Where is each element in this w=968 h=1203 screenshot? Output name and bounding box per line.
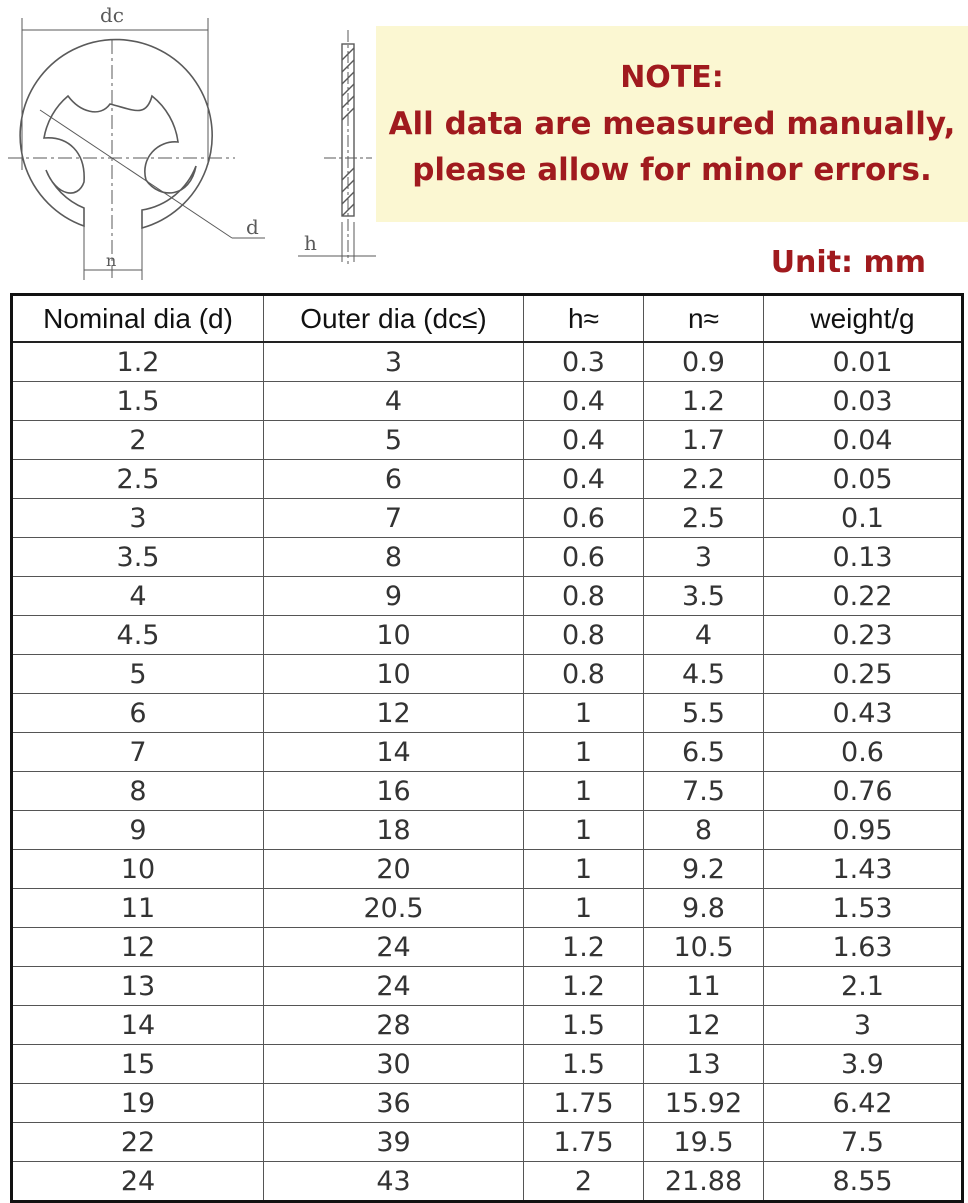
table-cell: 0.76 [764,772,963,811]
table-cell: 10 [264,616,524,655]
table-cell: 1 [524,850,644,889]
table-cell: 0.01 [764,342,963,382]
table-row [12,342,963,382]
table-cell: 2 [12,421,264,460]
table-cell: 0.05 [764,460,963,499]
table-cell: 30 [264,1045,524,1084]
e-ring-front-outline [20,40,212,228]
column-header: weight/g [764,295,963,343]
n-label: n [106,251,117,270]
table-cell: 11 [644,967,764,1006]
table-cell: 19.5 [644,1123,764,1162]
table-cell: 21.88 [644,1162,764,1202]
table-cell: 1.53 [764,889,963,928]
table-row [12,1045,963,1084]
table-cell: 3 [644,538,764,577]
table-cell: 4 [12,577,264,616]
table-cell: 22 [12,1123,264,1162]
table-cell: 10.5 [644,928,764,967]
table-cell: 9 [264,577,524,616]
table-cell: 8.55 [764,1162,963,1202]
table-cell: 2.5 [12,460,264,499]
table-row [12,928,963,967]
table-row [12,967,963,1006]
table-cell: 1.2 [12,342,264,382]
table-row [12,850,963,889]
table-cell: 1 [524,733,644,772]
table-cell: 15.92 [644,1084,764,1123]
table-row [12,889,963,928]
table-cell: 4 [264,382,524,421]
table-cell: 19 [12,1084,264,1123]
table-cell: 2 [524,1162,644,1202]
table-body [12,342,963,1202]
table-cell: 20.5 [264,889,524,928]
table-cell: 7 [264,499,524,538]
table-cell: 3 [12,499,264,538]
column-header: Nominal dia (d) [12,295,264,343]
table-cell: 24 [12,1162,264,1202]
table-cell: 0.03 [764,382,963,421]
table-cell: 1.75 [524,1123,644,1162]
table-row [12,460,963,499]
table-cell: 0.25 [764,655,963,694]
table-cell: 9.8 [644,889,764,928]
table-row [12,1006,963,1045]
table-cell: 20 [264,850,524,889]
table-cell: 39 [264,1123,524,1162]
table-cell: 24 [264,967,524,1006]
table-row [12,1162,963,1202]
table-cell: 14 [12,1006,264,1045]
table-row [12,538,963,577]
table-cell: 5 [264,421,524,460]
table-cell: 10 [264,655,524,694]
table-cell: 0.6 [524,499,644,538]
table-cell: 0.8 [524,616,644,655]
table-cell: 0.8 [524,655,644,694]
table-cell: 0.6 [524,538,644,577]
table-cell: 0.23 [764,616,963,655]
table-cell: 6.42 [764,1084,963,1123]
table-cell: 9.2 [644,850,764,889]
note-line-1: All data are measured manually, [388,106,956,142]
table-cell: 1 [524,811,644,850]
table-cell: 1.5 [12,382,264,421]
table-cell: 13 [12,967,264,1006]
column-header: h≈ [524,295,644,343]
table-cell: 43 [264,1162,524,1202]
table-cell: 7.5 [764,1123,963,1162]
table-row [12,382,963,421]
table-cell: 1 [524,694,644,733]
table-cell: 10 [12,850,264,889]
table-cell: 1.5 [524,1006,644,1045]
table-cell: 12 [644,1006,764,1045]
table-cell: 0.4 [524,382,644,421]
h-label: h [304,231,317,255]
table-row [12,421,963,460]
table-cell: 0.43 [764,694,963,733]
table-cell: 0.4 [524,421,644,460]
table-row [12,811,963,850]
d-label: d [246,215,259,239]
table-cell: 0.95 [764,811,963,850]
table-row [12,772,963,811]
column-header: Outer dia (dc≤) [264,295,524,343]
table-cell: 36 [264,1084,524,1123]
table-cell: 5.5 [644,694,764,733]
table-row [12,1084,963,1123]
unit-label: Unit: mm [770,245,926,280]
table-cell: 16 [264,772,524,811]
table-cell: 0.9 [644,342,764,382]
table-cell: 1.63 [764,928,963,967]
table-cell: 7 [12,733,264,772]
table-cell: 2.1 [764,967,963,1006]
table-row [12,655,963,694]
table-cell: 1.2 [524,928,644,967]
column-header: n≈ [644,295,764,343]
table-cell: 24 [264,928,524,967]
table-row [12,694,963,733]
table-cell: 1 [524,889,644,928]
table-cell: 4.5 [12,616,264,655]
table-cell: 0.22 [764,577,963,616]
table-row [12,577,963,616]
table-cell: 8 [644,811,764,850]
spec-table [10,293,964,1203]
table-row [12,733,963,772]
table-cell: 3 [264,342,524,382]
table-cell: 1 [524,772,644,811]
table-cell: 1.43 [764,850,963,889]
table-cell: 4 [644,616,764,655]
table-cell: 0.4 [524,460,644,499]
table-cell: 9 [12,811,264,850]
table-cell: 0.04 [764,421,963,460]
note-box [376,26,968,222]
table-cell: 18 [264,811,524,850]
table-cell: 3 [764,1006,963,1045]
table-cell: 0.3 [524,342,644,382]
table-cell: 1.5 [524,1045,644,1084]
table-cell: 3.5 [12,538,264,577]
e-ring-diagram [0,0,380,290]
table-cell: 0.1 [764,499,963,538]
table-cell: 13 [644,1045,764,1084]
table-row [12,1123,963,1162]
table-cell: 0.13 [764,538,963,577]
note-title: NOTE: [620,60,724,95]
table-header-row [12,295,963,343]
table-cell: 6 [12,694,264,733]
dc-label: dc [100,3,125,27]
table-cell: 11 [12,889,264,928]
table-cell: 3.5 [644,577,764,616]
table-cell: 12 [12,928,264,967]
table-cell: 6 [264,460,524,499]
table-row [12,499,963,538]
table-cell: 5 [12,655,264,694]
table-cell: 1.2 [644,382,764,421]
table-cell: 1.7 [644,421,764,460]
table-cell: 2.5 [644,499,764,538]
table-cell: 7.5 [644,772,764,811]
table-cell: 0.8 [524,577,644,616]
table-cell: 0.6 [764,733,963,772]
table-cell: 6.5 [644,733,764,772]
table-cell: 1.2 [524,967,644,1006]
table-cell: 3.9 [764,1045,963,1084]
table-cell: 8 [12,772,264,811]
table-cell: 12 [264,694,524,733]
table-cell: 4.5 [644,655,764,694]
table-cell: 8 [264,538,524,577]
table-cell: 28 [264,1006,524,1045]
table-row [12,616,963,655]
table-cell: 15 [12,1045,264,1084]
table-cell: 14 [264,733,524,772]
note-line-2: please allow for minor errors. [412,152,932,188]
table-cell: 1.75 [524,1084,644,1123]
table-cell: 2.2 [644,460,764,499]
